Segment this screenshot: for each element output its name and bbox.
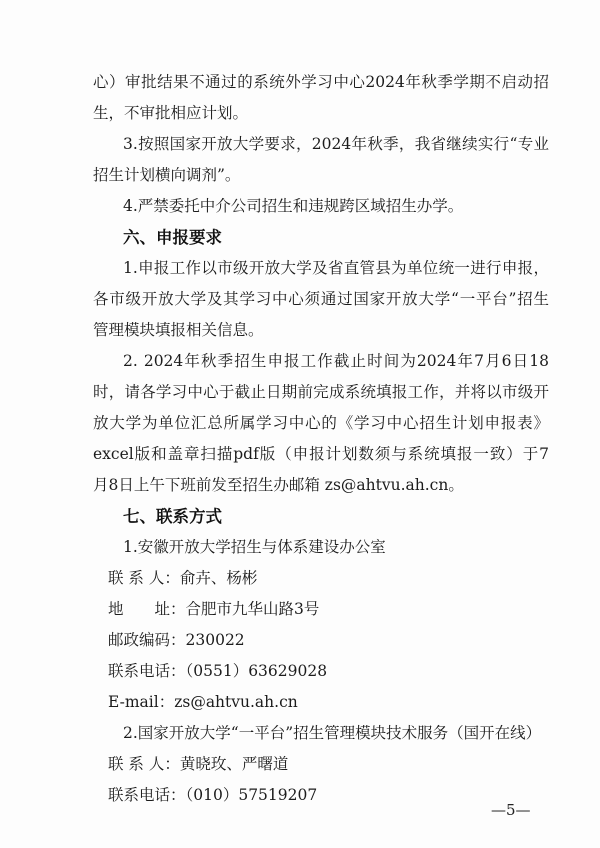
paragraph-line: 4.严禁委托中介公司招生和违规跨区域招生办学。	[123, 197, 464, 215]
contact-line: 1.安徽开放大学招生与体系建设办公室	[123, 538, 386, 556]
contact-line: 联 系 人：俞卉、杨彬	[108, 569, 258, 587]
paragraph-line: 心）审批结果不通过的系统外学习中心2024年秋季学期不启动招	[93, 73, 549, 91]
contact-line: 联 系 人：黄晓玫、严曙道	[108, 755, 289, 773]
page-number: —5—	[491, 801, 531, 819]
paragraph-line: 招生计划横向调剂”。	[93, 166, 241, 184]
paragraph-line: 生，不审批相应计划。	[93, 104, 249, 122]
paragraph-line: 2. 2024年秋季招生申报工作截止时间为2024年7月6日18	[123, 352, 549, 370]
contact-line: 邮政编码：230022	[108, 631, 245, 649]
contact-line: 联系电话：（0551）63629028	[108, 662, 328, 680]
section-heading: 六、申报要求	[123, 228, 222, 247]
paragraph-line: 时，请各学习中心于截止日期前完成系统填报工作，并将以市级开	[93, 383, 549, 401]
paragraph-line: 管理模块填报相关信息。	[93, 321, 264, 339]
paragraph-line: 放大学为单位汇总所属学习中心的《学习中心招生计划申报表》	[93, 414, 549, 432]
contact-line: 联系电话：（010）57519207	[108, 786, 318, 804]
paragraph-line: 3.按照国家开放大学要求，2024年秋季，我省继续实行“专业	[123, 135, 549, 153]
paragraph-line: excel版和盖章扫描pdf版（申报计划数须与系统填报一致）于7	[93, 445, 549, 463]
paragraph-line: 月8日上午下班前发至招生办邮箱 zs@ahtvu.ah.cn。	[93, 476, 464, 494]
contact-line: E-mail：zs@ahtvu.ah.cn	[108, 693, 298, 711]
section-heading: 七、联系方式	[123, 507, 222, 526]
paragraph-line: 各市级开放大学及其学习中心须通过国家开放大学“一平台”招生	[93, 290, 549, 308]
contact-line: 地 址：合肥市九华山路3号	[108, 600, 320, 618]
contact-line: 2.国家开放大学“一平台”招生管理模块技术服务（国开在线）	[123, 724, 542, 742]
paragraph-line: 1.申报工作以市级开放大学及省直管县为单位统一进行申报，	[123, 259, 549, 277]
